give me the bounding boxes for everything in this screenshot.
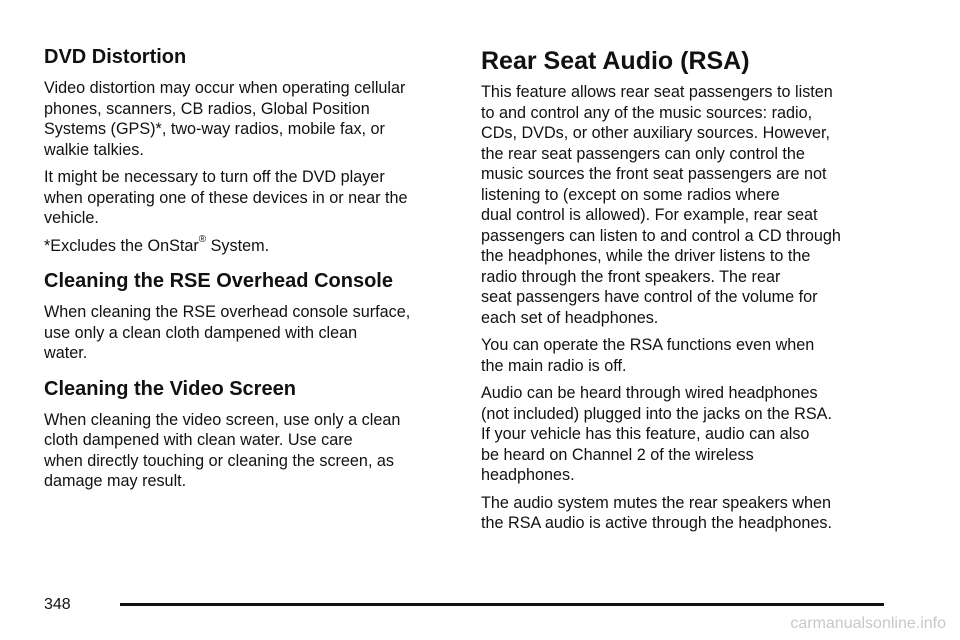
footer-rule xyxy=(120,603,884,606)
right-column xyxy=(481,46,901,541)
footnote-prefix: *Excludes the OnStar xyxy=(44,236,199,255)
registered-mark: ® xyxy=(198,234,207,246)
paragraph-dvd-distortion-1: Video distortion may occur when operating cellular phones, scanners, CB radios, Global Position Systems (GPS)*, two-way radios, mobile fax, or walkie talkies. xyxy=(44,79,406,159)
heading-dvd-distortion: DVD Distortion xyxy=(44,46,187,68)
paragraph-rsa-2: You can operate the RSA functions even when the main radio is off. xyxy=(481,336,815,375)
paragraph-dvd-distortion-2: It might be necessary to turn off the DVD player when operating one of these devices in or near the vehicle. xyxy=(44,168,408,227)
paragraph-rsa-3: Audio can be heard through wired headphones (not included) plugged into the jacks on the RSA. If your vehicle has this feature, audio can also be heard on Channel 2 of the wireless headphones. xyxy=(481,384,832,484)
heading-rear-seat-audio: Rear Seat Audio (RSA) xyxy=(481,47,750,75)
heading-cleaning-screen: Cleaning the Video Screen xyxy=(44,377,296,400)
footnote-onstar xyxy=(44,236,464,257)
section-rear-seat-audio xyxy=(481,46,901,534)
left-column xyxy=(44,44,464,499)
heading-cleaning-console: Cleaning the RSE Overhead Console xyxy=(44,270,393,292)
paragraph-rsa-1: This feature allows rear seat passengers to listen to and control any of the music sources: radio, CDs, DVDs, or other auxiliary sources. However, the rear seat passengers can only control the music sources the front seat passengers are not listening to (except on some radios where dual control is allowed). For example, rear seat passengers can listen to and control a CD through the headphones, while the driver listens to the radio through the front speakers. The rear seat passengers have control of the volume for each set of headphones. xyxy=(481,83,841,327)
section-cleaning-console xyxy=(44,268,464,364)
section-dvd-distortion xyxy=(44,44,464,256)
footnote-suffix: System. xyxy=(206,236,270,255)
section-cleaning-screen xyxy=(44,376,464,492)
page-number: 348 xyxy=(44,596,71,613)
paragraph-cleaning-console: When cleaning the RSE overhead console surface, use only a clean cloth dampened with clean water. xyxy=(44,303,411,362)
paragraph-rsa-4: The audio system mutes the rear speakers when the RSA audio is active through the headphones. xyxy=(481,493,832,532)
watermark: carmanualsonline.info xyxy=(790,615,946,632)
paragraph-cleaning-screen: When cleaning the video screen, use only a clean cloth dampened with clean water. Use care when directly touching or cleaning the screen, as damage may result. xyxy=(44,410,401,490)
